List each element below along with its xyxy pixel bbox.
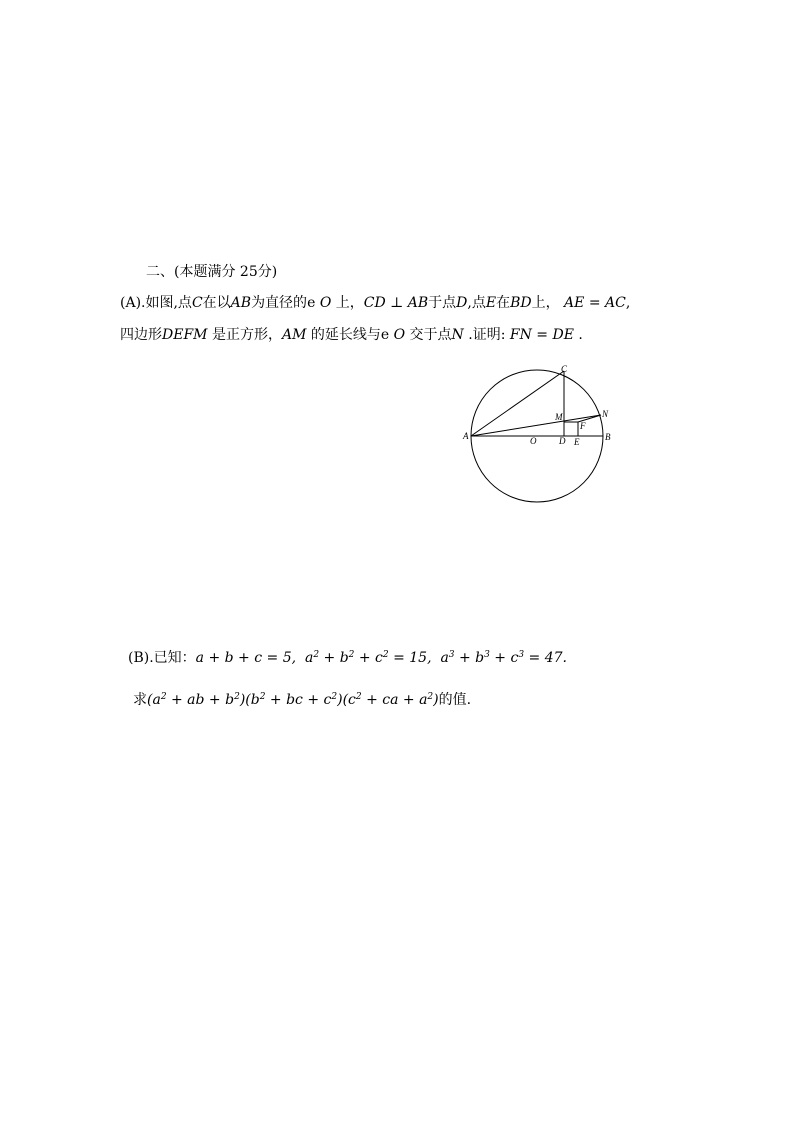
text: 交于点 — [409, 327, 452, 343]
text: 如图,点 — [145, 295, 192, 311]
label-o: O — [530, 436, 537, 446]
var-bd: BD — [510, 295, 532, 311]
section-heading: 二、(本题满分 25分) — [146, 264, 278, 280]
condition-equal: AE = AC — [564, 295, 626, 311]
text: 的值. — [438, 692, 472, 708]
label-m: M — [555, 412, 563, 422]
label-n: N — [602, 409, 609, 419]
label-a: A — [463, 431, 469, 441]
label-c: C — [561, 364, 568, 374]
text: 已知： — [153, 650, 196, 666]
label-b: B — [605, 432, 611, 442]
var-c: C — [191, 295, 203, 311]
condition-perpendicular: CD ⊥ AB — [363, 295, 429, 311]
problem-b-label: (B). — [128, 650, 154, 666]
geometry-figure — [455, 360, 625, 505]
label-f: F — [580, 421, 586, 431]
text: .证明: — [468, 327, 506, 343]
var-o: O — [319, 295, 332, 311]
text: 在 — [496, 295, 511, 311]
label-e: E — [574, 437, 580, 447]
factor-1: ($a^2$ + ab + $b^2$) — [147, 692, 246, 708]
square-defm — [564, 422, 578, 436]
var-o: O — [393, 327, 406, 343]
var-d: D — [456, 295, 468, 311]
text: 为直径的 — [251, 295, 308, 311]
factor-3: ($c^2$ + ca + $a^2$) — [342, 692, 439, 708]
text: 四边形 — [120, 327, 162, 343]
problem-a-label: (A). — [120, 295, 146, 311]
text: 在以 — [202, 295, 231, 311]
claim: FN = DE — [509, 327, 574, 343]
problem-a-line-2 — [120, 328, 583, 342]
geometry-figure-svg — [455, 360, 625, 505]
text: 上， — [335, 295, 364, 311]
var-defm: DEFM — [162, 327, 208, 343]
segment-ac — [471, 371, 564, 436]
circle-symbol: e — [380, 327, 390, 343]
text: 是正方形， — [211, 327, 282, 343]
text: 的延长线与 — [310, 327, 381, 343]
label-d: D — [559, 436, 566, 446]
equation-1: a + b + c = 5, — [195, 650, 297, 666]
factor-2: ($b^2$ + bc + $c^2$) — [245, 692, 343, 708]
var-am: AM — [281, 327, 307, 343]
text: 上， — [531, 295, 560, 311]
equation-3: $a^3 + b^3 + c^3 = 47$. — [440, 650, 567, 666]
var-e: E — [485, 295, 497, 311]
problem-a-line-1 — [120, 296, 630, 310]
equation-2: $a^2 + b^2 + c^2 = 15$, — [304, 650, 432, 666]
text: . — [578, 327, 583, 343]
text: , — [625, 295, 631, 311]
problem-b-line-2 — [133, 693, 471, 707]
text: 于点 — [428, 295, 457, 311]
var-n: N — [451, 327, 464, 343]
problem-b-line-1 — [128, 651, 567, 665]
circle-symbol: e — [307, 295, 316, 311]
text: 求 — [133, 692, 147, 708]
var-ab: AB — [230, 295, 252, 311]
text: ,点 — [467, 295, 486, 311]
